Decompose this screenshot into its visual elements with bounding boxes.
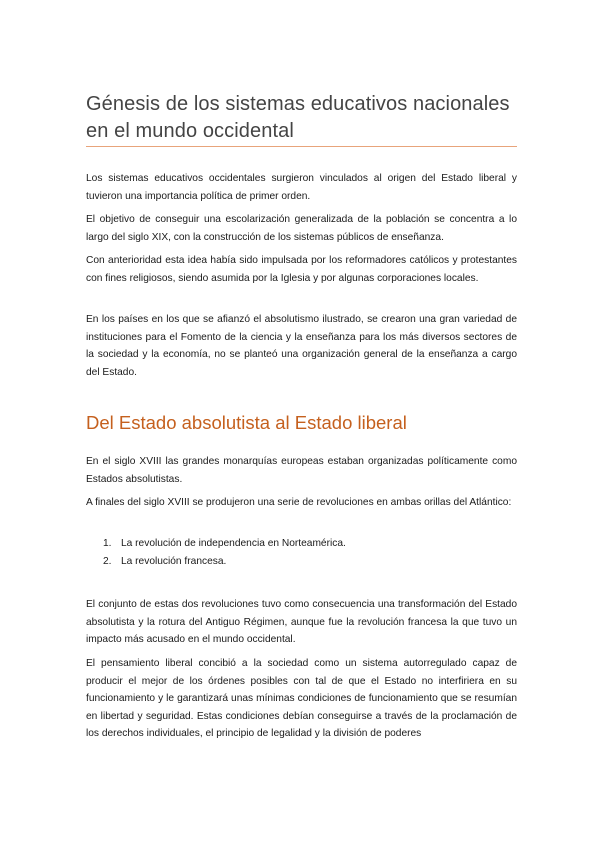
list-item-text: La revolución francesa. (121, 556, 227, 567)
list-item (86, 553, 517, 571)
page-title: Génesis de los sistemas educativos nacionales en el mundo occidental (86, 93, 510, 142)
paragraph: Los sistemas educativos occidentales surgieron vinculados al origen del Estado liberal y tuvieron una importancia política de primer orden. (86, 173, 517, 202)
title-underline (86, 146, 517, 147)
list-item-number: 2. (103, 556, 112, 567)
paragraph: En los países en los que se afianzó el absolutismo ilustrado, se crearon una gran variedad de instituciones para el Fomento de la ciencia y la enseñanza para los más diversos sectores de la sociedad y la economía, no se planteó una organización general de la enseñanza a cargo del Estado. (86, 314, 517, 378)
paragraph: En el siglo XVIII las grandes monarquías europeas estaban organizadas políticamente como Estados absolutistas. (86, 456, 517, 485)
list-item (86, 535, 517, 553)
paragraph: El objetivo de conseguir una escolarización generalizada de la población se concentra a lo largo del siglo XIX, con la construcción de los sistemas públicos de enseñanza. (86, 214, 517, 243)
paragraph: A finales del siglo XVIII se produjeron una serie de revoluciones en ambas orillas del Atlántico: (86, 497, 512, 508)
list-item-number: 1. (103, 538, 112, 549)
paragraph: Con anterioridad esta idea había sido impulsada por los reformadores católicos y protestantes con fines religiosos, siendo asumida por la Iglesia y por algunas corporaciones locales. (86, 255, 517, 284)
list-item-text: La revolución de independencia en Norteamérica. (121, 538, 346, 549)
paragraph: El conjunto de estas dos revoluciones tuvo como consecuencia una transformación del Estado absolutista y la rotura del Antiguo Régimen, aunque fue la revolución francesa la que tuvo un impacto más acusado en el mundo occidental. (86, 599, 517, 646)
section-heading: Del Estado absolutista al Estado liberal (86, 412, 407, 433)
paragraph: El pensamiento liberal concibió a la sociedad como un sistema autorregulado capaz de producir el mejor de los órdenes posibles con tal de que el Estado no interfiriera en su funcionamiento y le garantizará unas mínimas condiciones de funcionamiento que se resumían en libertad y seguridad. Estas condiciones debían conseguirse a través de la proclamación de los derechos individuales, el principio de legalidad y la división de poderes (86, 658, 517, 740)
revolutions-list (86, 535, 517, 571)
